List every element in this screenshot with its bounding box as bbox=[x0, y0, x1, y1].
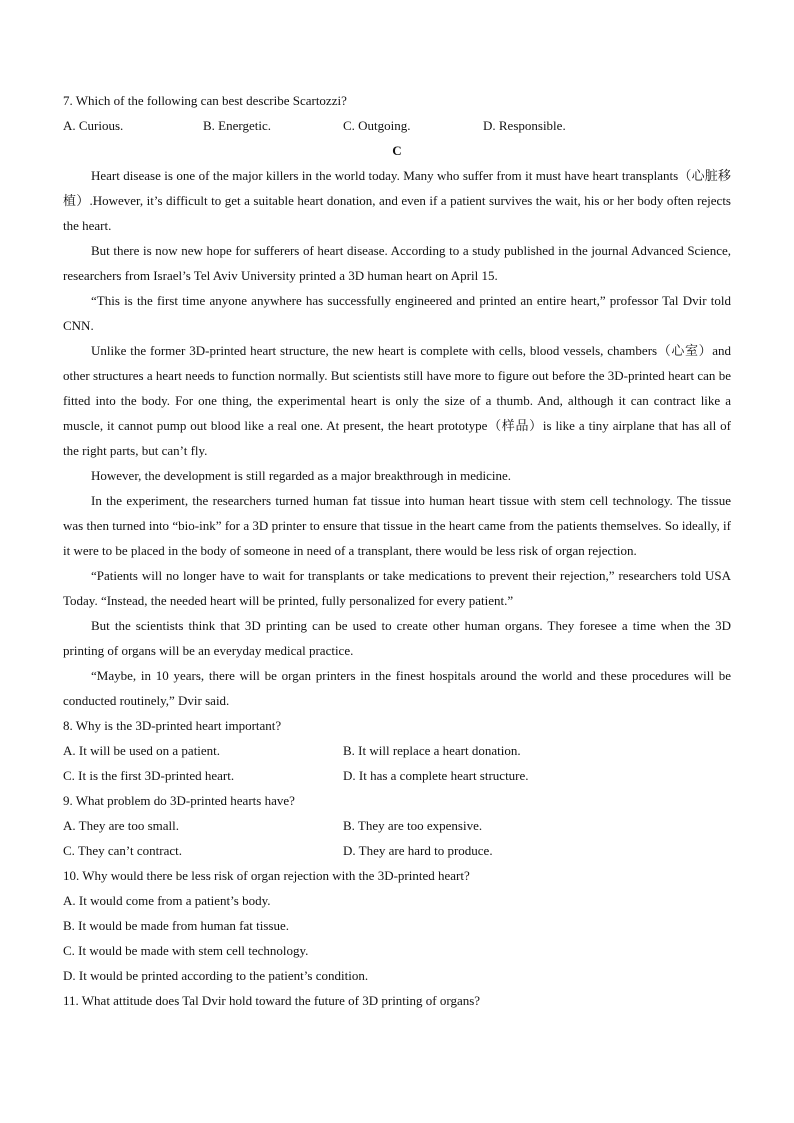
question-9-options-row-2 bbox=[63, 838, 731, 863]
option-d: D. It would be printed according to the patient’s condition. bbox=[63, 968, 369, 983]
option-b: B. It would be made from human fat tissue. bbox=[63, 918, 290, 933]
question-8-options-row-2 bbox=[63, 763, 731, 788]
question-8: 8. Why is the 3D-printed heart important? bbox=[63, 718, 282, 733]
question-11: 11. What attitude does Tal Dvir hold toward the future of 3D printing of organs? bbox=[63, 993, 481, 1008]
passage-paragraph-7: “Patients will no longer have to wait for transplants or take medications to prevent their rejection,” researchers told USA Today. “Instead, the needed heart will be printed, fully personalized for every patient.” bbox=[63, 568, 731, 608]
passage-paragraph-9: “Maybe, in 10 years, there will be organ printers in the finest hospitals around the world and these procedures will be conducted routinely,” Dvir said. bbox=[63, 668, 731, 708]
option-d: D. They are hard to produce. bbox=[343, 843, 493, 858]
passage-paragraph-8: But the scientists think that 3D printing can be used to create other human organs. They foresee a time when the 3D printing of organs will be an everyday medical practice. bbox=[63, 618, 731, 658]
option-b: B. They are too expensive. bbox=[343, 818, 483, 833]
option-d: D. Responsible. bbox=[483, 118, 566, 133]
passage-paragraph-2: But there is now new hope for sufferers of heart disease. According to a study published in the journal Advanced Science, researchers from Israel’s Tel Aviv University printed a 3D human heart on April 15. bbox=[63, 243, 731, 283]
option-c: C. They can’t contract. bbox=[63, 843, 183, 858]
question-7: 7. Which of the following can best describe Scartozzi? bbox=[63, 93, 347, 108]
option-a: A. Curious. bbox=[63, 118, 124, 133]
option-d: D. It has a complete heart structure. bbox=[343, 768, 529, 783]
question-7-options bbox=[63, 113, 731, 138]
option-c: C. It is the first 3D-printed heart. bbox=[63, 768, 235, 783]
option-c: C. Outgoing. bbox=[343, 118, 411, 133]
option-a: A. They are too small. bbox=[63, 818, 180, 833]
exam-page bbox=[63, 88, 731, 1013]
passage-paragraph-1: Heart disease is one of the major killers in the world today. Many who suffer from it must have heart transplants（心脏移植）.However, it’s difficult to get a suitable heart donation, and even if a patient survives the wait, his or her body often rejects the heart. bbox=[63, 168, 731, 233]
question-10: 10. Why would there be less risk of organ rejection with the 3D-printed heart? bbox=[63, 868, 470, 883]
question-9: 9. What problem do 3D-printed hearts have? bbox=[63, 793, 295, 808]
passage-paragraph-5: However, the development is still regarded as a major breakthrough in medicine. bbox=[91, 468, 512, 483]
option-a: A. It will be used on a patient. bbox=[63, 743, 221, 758]
section-title: C bbox=[392, 143, 402, 158]
passage-paragraph-4: Unlike the former 3D-printed heart structure, the new heart is complete with cells, blood vessels, chambers（心室）and other structures a heart needs to function normally. But scientists still have more to figure out before the 3D-printed heart can be fitted into the body. For one thing, the experimental heart is only the size of a thumb. And, although it can contract like a muscle, it cannot pump out blood like a real one. At present, the heart prototype（样品）is like a tiny airplane that has all of the right parts, but can’t fly. bbox=[63, 343, 731, 458]
option-a: A. It would come from a patient’s body. bbox=[63, 893, 271, 908]
passage-paragraph-3: “This is the first time anyone anywhere has successfully engineered and printed an entire heart,” professor Tal Dvir told CNN. bbox=[63, 293, 731, 333]
question-8-options-row-1 bbox=[63, 738, 731, 763]
option-b: B. It will replace a heart donation. bbox=[343, 743, 521, 758]
option-c: C. It would be made with stem cell technology. bbox=[63, 943, 309, 958]
option-b: B. Energetic. bbox=[203, 118, 271, 133]
question-9-options-row-1 bbox=[63, 813, 731, 838]
passage-paragraph-6: In the experiment, the researchers turned human fat tissue into human heart tissue with stem cell technology. The tissue was then turned into “bio-ink” for a 3D printer to ensure that tissue in the heart came from the patients themselves. So ideally, if it were to be placed in the body of someone in need of a transplant, there would be less risk of organ rejection. bbox=[63, 493, 731, 558]
